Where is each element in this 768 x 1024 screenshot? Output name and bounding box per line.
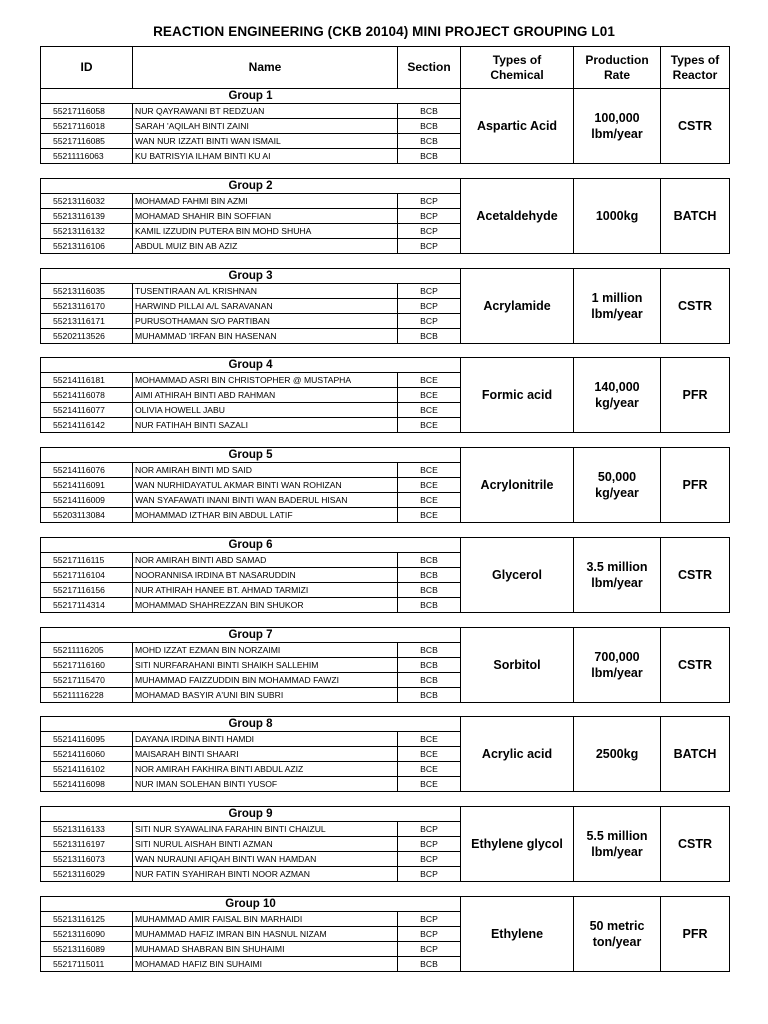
member-id: 55214116142 [41,418,133,433]
member-section: BCB [398,134,461,149]
member-section: BCE [398,373,461,388]
member-id: 55217115011 [41,957,133,972]
group-table [40,806,730,882]
member-section: BCE [398,508,461,523]
group-header-row [41,358,730,373]
member-section: BCP [398,867,461,882]
member-section: BCP [398,194,461,209]
member-section: BCB [398,658,461,673]
member-name: MOHD IZZAT EZMAN BIN NORZAIMI [133,643,398,658]
member-id: 55217116085 [41,134,133,149]
member-id: 55214116076 [41,463,133,478]
member-id: 55211116205 [41,643,133,658]
production-rate-value: 1 million [591,291,643,305]
member-section: BCE [398,747,461,762]
member-section: BCB [398,688,461,703]
chemical-type: Glycerol [461,538,574,613]
member-name: MOHAMAD SHAHIR BIN SOFFIAN [133,209,398,224]
production-rate-value: 50 metric [589,919,645,933]
group-table [40,447,730,523]
member-section: BCB [398,568,461,583]
chemical-type: Ethylene glycol [461,807,574,882]
member-section: BCP [398,852,461,867]
reactor-type: PFR [661,448,730,523]
member-name: KU BATRISYIA ILHAM BINTI KU AI [133,149,398,164]
group-table [40,357,730,433]
member-section: BCP [398,284,461,299]
production-rate [574,807,661,882]
header-rate-line1: Production [585,52,649,67]
member-section: BCE [398,388,461,403]
production-rate-unit: lbm/year [591,666,643,680]
member-name: MAISARAH BINTI SHAARI [133,747,398,762]
member-name: MUHAMMAD AMIR FAISAL BIN MARHAIDI [133,912,398,927]
group-label: Group 1 [41,89,461,104]
header-section: Section [398,47,461,89]
production-rate-value: 100,000 [594,111,640,125]
production-rate [574,269,661,344]
member-id: 55213116133 [41,822,133,837]
member-id: 55214116060 [41,747,133,762]
member-id: 55214116077 [41,403,133,418]
member-name: MUHAMMAD 'IRFAN BIN HASENAN [133,329,398,344]
member-id: 55214116009 [41,493,133,508]
member-section: BCB [398,104,461,119]
member-id: 55213116171 [41,314,133,329]
group-table [40,268,730,344]
member-section: BCE [398,418,461,433]
group-label: Group 9 [41,807,461,822]
group-table [40,88,730,164]
production-rate [574,89,661,164]
member-id: 55214116095 [41,732,133,747]
member-name: MOHAMAD FAHMI BIN AZMI [133,194,398,209]
reactor-type: CSTR [661,807,730,882]
member-id: 55214116102 [41,762,133,777]
chemical-type: Acrylamide [461,269,574,344]
member-name: WAN NUR IZZATI BINTI WAN ISMAIL [133,134,398,149]
header-table [40,46,730,89]
member-section: BCP [398,927,461,942]
chemical-type: Formic acid [461,358,574,433]
member-id: 55217116104 [41,568,133,583]
group-header-row [41,538,730,553]
member-section: BCP [398,239,461,254]
group-label: Group 5 [41,448,461,463]
group-label: Group 8 [41,717,461,732]
production-rate-unit: kg/year [595,396,639,410]
member-name: MOHAMMAD SHAHREZZAN BIN SHUKOR [133,598,398,613]
member-section: BCP [398,299,461,314]
member-id: 55214116091 [41,478,133,493]
member-section: BCB [398,149,461,164]
member-id: 55217114314 [41,598,133,613]
group-header-row [41,897,730,912]
member-name: NUR FATIN SYAHIRAH BINTI NOOR AZMAN [133,867,398,882]
member-id: 55217116160 [41,658,133,673]
group-header-row [41,179,730,194]
member-name: WAN NURAUNI AFIQAH BINTI WAN HAMDAN [133,852,398,867]
member-id: 55213116090 [41,927,133,942]
member-id: 55217115470 [41,673,133,688]
chemical-type: Acrylonitrile [461,448,574,523]
chemical-type: Ethylene [461,897,574,972]
header-reactor-line1: Types of [670,52,720,67]
production-rate [574,448,661,523]
member-section: BCP [398,822,461,837]
member-section: BCP [398,224,461,239]
member-name: WAN SYAFAWATI INANI BINTI WAN BADERUL HISAN [133,493,398,508]
group-header-row [41,628,730,643]
member-name: MUHAMMAD HAFIZ IMRAN BIN HASNUL NIZAM [133,927,398,942]
member-section: BCB [398,329,461,344]
chemical-type: Acrylic acid [461,717,574,792]
production-rate-value: 140,000 [594,380,640,394]
member-name: NUR IMAN SOLEHAN BINTI YUSOF [133,777,398,792]
member-id: 55213116139 [41,209,133,224]
group-label: Group 2 [41,179,461,194]
member-name: MUHAMMAD FAIZZUDDIN BIN MOHAMMAD FAWZI [133,673,398,688]
member-name: SITI NURUL AISHAH BINTI AZMAN [133,837,398,852]
production-rate-unit: lbm/year [591,127,643,141]
header-id: ID [41,47,133,89]
chemical-type: Sorbitol [461,628,574,703]
member-name: WAN NURHIDAYATUL AKMAR BINTI WAN ROHIZAN [133,478,398,493]
member-section: BCE [398,762,461,777]
member-name: NOR AMIRAH FAKHIRA BINTI ABDUL AZIZ [133,762,398,777]
member-id: 55214116181 [41,373,133,388]
member-name: MOHAMMAD ASRI BIN CHRISTOPHER @ MUSTAPHA [133,373,398,388]
member-id: 55213116029 [41,867,133,882]
group-header-row [41,89,730,104]
member-name: SITI NURFARAHANI BINTI SHAIKH SALLEHIM [133,658,398,673]
member-name: DAYANA IRDINA BINTI HAMDI [133,732,398,747]
reactor-type: CSTR [661,269,730,344]
member-name: MOHAMMAD IZTHAR BIN ABDUL LATIF [133,508,398,523]
production-rate-unit: lbm/year [591,307,643,321]
member-name: OLIVIA HOWELL JABU [133,403,398,418]
member-name: HARWIND PILLAI A/L SARAVANAN [133,299,398,314]
production-rate-unit: ton/year [592,935,642,949]
reactor-type: BATCH [661,179,730,254]
member-section: BCP [398,314,461,329]
member-section: BCB [398,673,461,688]
member-section: BCE [398,732,461,747]
production-rate-value: 1000kg [595,209,639,223]
member-name: MOHAMAD HAFIZ BIN SUHAIMI [133,957,398,972]
member-id: 55213116089 [41,942,133,957]
member-id: 55217116115 [41,553,133,568]
member-id: 55217116058 [41,104,133,119]
group-label: Group 10 [41,897,461,912]
group-table [40,537,730,613]
member-section: BCP [398,209,461,224]
production-rate-unit: lbm/year [591,576,643,590]
group-label: Group 4 [41,358,461,373]
member-id: 55211116228 [41,688,133,703]
member-name: NOR AMIRAH BINTI ABD SAMAD [133,553,398,568]
member-section: BCE [398,493,461,508]
page-title: REACTION ENGINEERING (CKB 20104) MINI PROJECT GROUPING L01 [153,24,615,39]
member-name: NOORANNISA IRDINA BT NASARUDDIN [133,568,398,583]
member-id: 55213116170 [41,299,133,314]
production-rate [574,717,661,792]
header-reactor [661,47,730,89]
header-row [41,47,730,89]
member-name: NUR ATHIRAH HANEE BT. AHMAD TARMIZI [133,583,398,598]
member-id: 55203113084 [41,508,133,523]
member-id: 55213116125 [41,912,133,927]
member-name: PURUSOTHAMAN S/O PARTIBAN [133,314,398,329]
member-id: 55213116197 [41,837,133,852]
group-header-row [41,269,730,284]
header-chemical-line2: Chemical [490,67,544,82]
header-rate [574,47,661,89]
member-name: MOHAMAD BASYIR A'UNI BIN SUBRI [133,688,398,703]
header-name: Name [133,47,398,89]
member-id: 55217116156 [41,583,133,598]
member-name: KAMIL IZZUDIN PUTERA BIN MOHD SHUHA [133,224,398,239]
group-label: Group 7 [41,628,461,643]
member-section: BCB [398,553,461,568]
member-id: 55213116132 [41,224,133,239]
header-chemical-line1: Types of [492,52,542,67]
production-rate-value: 3.5 million [586,560,648,574]
member-name: TUSENTIRAAN A/L KRISHNAN [133,284,398,299]
member-id: 55213116032 [41,194,133,209]
member-name: NUR QAYRAWANI BT REDZUAN [133,104,398,119]
member-name: ABDUL MUIZ BIN AB AZIZ [133,239,398,254]
production-rate [574,628,661,703]
member-section: BCE [398,478,461,493]
member-id: 55214116078 [41,388,133,403]
production-rate-value: 700,000 [594,650,640,664]
member-section: BCE [398,777,461,792]
member-section: BCB [398,598,461,613]
reactor-type: CSTR [661,538,730,613]
group-label: Group 6 [41,538,461,553]
member-name: MUHAMAD SHABRAN BIN SHUHAIMI [133,942,398,957]
group-table [40,716,730,792]
group-header-row [41,807,730,822]
production-rate-unit: kg/year [595,486,639,500]
member-id: 55213116073 [41,852,133,867]
member-id: 55202113526 [41,329,133,344]
group-table [40,627,730,703]
member-section: BCB [398,583,461,598]
member-section: BCB [398,119,461,134]
production-rate [574,179,661,254]
production-rate-value: 2500kg [595,747,639,761]
member-section: BCB [398,957,461,972]
reactor-type: CSTR [661,628,730,703]
member-id: 55211116063 [41,149,133,164]
reactor-type: PFR [661,897,730,972]
member-section: BCP [398,912,461,927]
group-label: Group 3 [41,269,461,284]
production-rate-value: 50,000 [597,470,637,484]
member-section: BCP [398,942,461,957]
member-id: 55214116098 [41,777,133,792]
member-section: BCP [398,837,461,852]
reactor-type: PFR [661,358,730,433]
member-section: BCB [398,643,461,658]
reactor-type: CSTR [661,89,730,164]
group-header-row [41,717,730,732]
reactor-type: BATCH [661,717,730,792]
production-rate [574,538,661,613]
production-rate-value: 5.5 million [586,829,648,843]
member-id: 55213116106 [41,239,133,254]
header-reactor-line2: Reactor [672,67,718,82]
production-rate-unit: lbm/year [591,845,643,859]
chemical-type: Aspartic Acid [461,89,574,164]
production-rate [574,897,661,972]
member-name: SARAH 'AQILAH BINTI ZAINI [133,119,398,134]
production-rate [574,358,661,433]
member-id: 55217116018 [41,119,133,134]
header-rate-line2: Rate [603,67,630,82]
group-table [40,896,730,972]
member-section: BCE [398,403,461,418]
member-name: NUR FATIHAH BINTI SAZALI [133,418,398,433]
member-name: NOR AMIRAH BINTI MD SAID [133,463,398,478]
member-id: 55213116035 [41,284,133,299]
header-chemical [461,47,574,89]
group-table [40,178,730,254]
member-name: SITI NUR SYAWALINA FARAHIN BINTI CHAIZUL [133,822,398,837]
member-section: BCE [398,463,461,478]
chemical-type: Acetaldehyde [461,179,574,254]
group-header-row [41,448,730,463]
member-name: AIMI ATHIRAH BINTI ABD RAHMAN [133,388,398,403]
